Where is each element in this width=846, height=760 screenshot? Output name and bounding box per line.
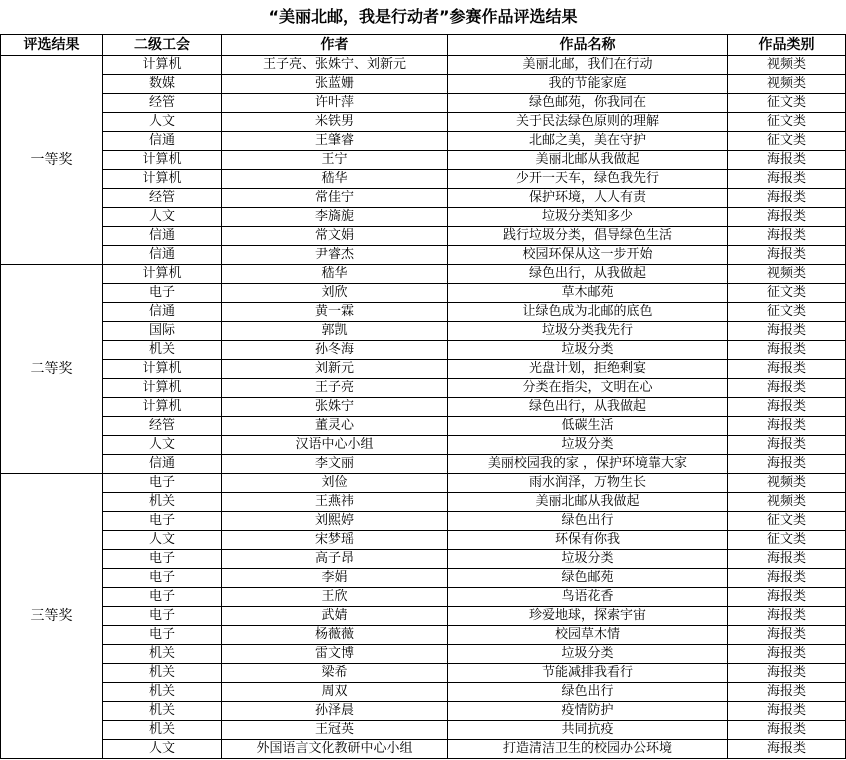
work-title-cell: 美丽校园我的家 ，保护环境靠大家 <box>448 455 728 474</box>
work-title-cell: 美丽北邮，我们在行动 <box>448 56 728 75</box>
work-title-cell: 分类在指尖，文明在心 <box>448 379 728 398</box>
author-cell: 李文丽 <box>222 455 448 474</box>
header-category: 作品类别 <box>728 35 846 56</box>
table-row <box>1 417 846 436</box>
category-cell: 海报类 <box>728 588 846 607</box>
author-cell: 宋梦瑶 <box>222 531 448 550</box>
table-row <box>1 170 846 189</box>
table-row <box>1 246 846 265</box>
work-title-cell: 绿色出行 <box>448 683 728 702</box>
union-cell: 电子 <box>103 512 222 531</box>
work-title-cell: 北邮之美，美在守护 <box>448 132 728 151</box>
work-title-cell: 鸟语花香 <box>448 588 728 607</box>
union-cell: 计算机 <box>103 56 222 75</box>
union-cell: 计算机 <box>103 360 222 379</box>
work-title-cell: 打造清洁卫生的校园办公环境 <box>448 740 728 759</box>
table-row <box>1 512 846 531</box>
table-row <box>1 94 846 113</box>
work-title-cell: 让绿色成为北邮的底色 <box>448 303 728 322</box>
table-row <box>1 664 846 683</box>
category-cell: 海报类 <box>728 246 846 265</box>
category-cell: 海报类 <box>728 721 846 740</box>
category-cell: 征文类 <box>728 113 846 132</box>
header-author: 作者 <box>222 35 448 56</box>
category-cell: 海报类 <box>728 151 846 170</box>
union-cell: 机关 <box>103 683 222 702</box>
author-cell: 米铁男 <box>222 113 448 132</box>
author-cell: 外国语言文化教研中心小组 <box>222 740 448 759</box>
table-row <box>1 360 846 379</box>
union-cell: 计算机 <box>103 170 222 189</box>
table-row <box>1 683 846 702</box>
author-cell: 王子亮、张姝宁、刘新元 <box>222 56 448 75</box>
category-cell: 海报类 <box>728 189 846 208</box>
category-cell: 视频类 <box>728 75 846 94</box>
table-row <box>1 189 846 208</box>
category-cell: 海报类 <box>728 170 846 189</box>
union-cell: 机关 <box>103 493 222 512</box>
table-row <box>1 550 846 569</box>
category-cell: 海报类 <box>728 227 846 246</box>
table-row <box>1 702 846 721</box>
table-row <box>1 75 846 94</box>
union-cell: 计算机 <box>103 151 222 170</box>
work-title-cell: 垃圾分类我先行 <box>448 322 728 341</box>
work-title-cell: 绿色出行 <box>448 512 728 531</box>
author-cell: 常佳宁 <box>222 189 448 208</box>
author-cell: 武婧 <box>222 607 448 626</box>
table-row <box>1 569 846 588</box>
author-cell: 许叶萍 <box>222 94 448 113</box>
work-title-cell: 雨水润泽，万物生长 <box>448 474 728 493</box>
union-cell: 机关 <box>103 341 222 360</box>
work-title-cell: 共同抗疫 <box>448 721 728 740</box>
table-row <box>1 398 846 417</box>
union-cell: 经管 <box>103 94 222 113</box>
prize-cell: 二等奖 <box>1 265 103 474</box>
table-row <box>1 113 846 132</box>
union-cell: 电子 <box>103 284 222 303</box>
category-cell: 海报类 <box>728 702 846 721</box>
author-cell: 王肇睿 <box>222 132 448 151</box>
union-cell: 数媒 <box>103 75 222 94</box>
work-title-cell: 绿色邮苑，你我同在 <box>448 94 728 113</box>
table-row <box>1 322 846 341</box>
table-row <box>1 303 846 322</box>
category-cell: 海报类 <box>728 455 846 474</box>
work-title-cell: 美丽北邮从我做起 <box>448 151 728 170</box>
author-cell: 王欣 <box>222 588 448 607</box>
author-cell: 梁希 <box>222 664 448 683</box>
author-cell: 刘欣 <box>222 284 448 303</box>
category-cell: 征文类 <box>728 132 846 151</box>
author-cell: 董灵心 <box>222 417 448 436</box>
author-cell: 王燕祎 <box>222 493 448 512</box>
category-cell: 征文类 <box>728 94 846 113</box>
category-cell: 海报类 <box>728 607 846 626</box>
author-cell: 汉语中心小组 <box>222 436 448 455</box>
work-title-cell: 节能减排我看行 <box>448 664 728 683</box>
work-title-cell: 保护环境，人人有责 <box>448 189 728 208</box>
header-work-title: 作品名称 <box>448 35 728 56</box>
union-cell: 机关 <box>103 702 222 721</box>
category-cell: 海报类 <box>728 740 846 759</box>
category-cell: 海报类 <box>728 208 846 227</box>
author-cell: 刘熙婷 <box>222 512 448 531</box>
work-title-cell: 光盘计划，拒绝剩宴 <box>448 360 728 379</box>
results-body <box>1 56 846 759</box>
work-title-cell: 疫情防护 <box>448 702 728 721</box>
table-row <box>1 721 846 740</box>
table-row <box>1 208 846 227</box>
work-title-cell: 美丽北邮从我做起 <box>448 493 728 512</box>
table-row <box>1 645 846 664</box>
union-cell: 电子 <box>103 474 222 493</box>
category-cell: 海报类 <box>728 417 846 436</box>
union-cell: 电子 <box>103 569 222 588</box>
category-cell: 视频类 <box>728 56 846 75</box>
category-cell: 海报类 <box>728 550 846 569</box>
union-cell: 机关 <box>103 664 222 683</box>
union-cell: 经管 <box>103 189 222 208</box>
union-cell: 信通 <box>103 227 222 246</box>
author-cell: 张蓝姗 <box>222 75 448 94</box>
work-title-cell: 垃圾分类 <box>448 550 728 569</box>
author-cell: 刘俭 <box>222 474 448 493</box>
author-cell: 王子亮 <box>222 379 448 398</box>
work-title-cell: 绿色出行，从我做起 <box>448 398 728 417</box>
union-cell: 电子 <box>103 588 222 607</box>
author-cell: 王冠英 <box>222 721 448 740</box>
category-cell: 征文类 <box>728 284 846 303</box>
table-row <box>1 607 846 626</box>
work-title-cell: 珍爱地球，探索宇宙 <box>448 607 728 626</box>
category-cell: 视频类 <box>728 474 846 493</box>
union-cell: 计算机 <box>103 265 222 284</box>
table-row <box>1 341 846 360</box>
category-cell: 海报类 <box>728 341 846 360</box>
results-table <box>0 34 846 759</box>
work-title-cell: 草木邮苑 <box>448 284 728 303</box>
category-cell: 征文类 <box>728 531 846 550</box>
category-cell: 海报类 <box>728 626 846 645</box>
category-cell: 海报类 <box>728 398 846 417</box>
prize-cell: 三等奖 <box>1 474 103 759</box>
work-title-cell: 校园环保从这一步开始 <box>448 246 728 265</box>
category-cell: 海报类 <box>728 322 846 341</box>
work-title-cell: 践行垃圾分类，倡导绿色生活 <box>448 227 728 246</box>
table-row <box>1 436 846 455</box>
category-cell: 视频类 <box>728 265 846 284</box>
union-cell: 人文 <box>103 436 222 455</box>
header-row <box>1 35 846 56</box>
table-row <box>1 132 846 151</box>
table-row <box>1 474 846 493</box>
table-row <box>1 740 846 759</box>
work-title-cell: 低碳生活 <box>448 417 728 436</box>
author-cell: 高子昂 <box>222 550 448 569</box>
category-cell: 海报类 <box>728 683 846 702</box>
author-cell: 黄一霖 <box>222 303 448 322</box>
prize-cell: 一等奖 <box>1 56 103 265</box>
category-cell: 征文类 <box>728 303 846 322</box>
author-cell: 杨薇薇 <box>222 626 448 645</box>
author-cell: 嵇华 <box>222 170 448 189</box>
union-cell: 人文 <box>103 740 222 759</box>
union-cell: 计算机 <box>103 398 222 417</box>
table-row <box>1 151 846 170</box>
work-title-cell: 少开一天车，绿色我先行 <box>448 170 728 189</box>
union-cell: 信通 <box>103 455 222 474</box>
author-cell: 李旖旎 <box>222 208 448 227</box>
table-row <box>1 227 846 246</box>
author-cell: 嵇华 <box>222 265 448 284</box>
union-cell: 信通 <box>103 246 222 265</box>
author-cell: 周双 <box>222 683 448 702</box>
author-cell: 孙泽晨 <box>222 702 448 721</box>
author-cell: 张姝宁 <box>222 398 448 417</box>
work-title-cell: 绿色出行，从我做起 <box>448 265 728 284</box>
author-cell: 雷文博 <box>222 645 448 664</box>
union-cell: 经管 <box>103 417 222 436</box>
union-cell: 国际 <box>103 322 222 341</box>
union-cell: 电子 <box>103 550 222 569</box>
category-cell: 征文类 <box>728 512 846 531</box>
author-cell: 尹睿杰 <box>222 246 448 265</box>
category-cell: 视频类 <box>728 493 846 512</box>
union-cell: 人文 <box>103 531 222 550</box>
union-cell: 信通 <box>103 132 222 151</box>
author-cell: 王宁 <box>222 151 448 170</box>
author-cell: 刘新元 <box>222 360 448 379</box>
author-cell: 孙冬海 <box>222 341 448 360</box>
union-cell: 人文 <box>103 113 222 132</box>
table-row <box>1 455 846 474</box>
work-title-cell: 垃圾分类 <box>448 436 728 455</box>
work-title-cell: 关于民法绿色原则的理解 <box>448 113 728 132</box>
table-row <box>1 626 846 645</box>
table-row <box>1 265 846 284</box>
author-cell: 常文娟 <box>222 227 448 246</box>
header-prize: 评选结果 <box>1 35 103 56</box>
union-cell: 计算机 <box>103 379 222 398</box>
work-title-cell: 绿色邮苑 <box>448 569 728 588</box>
category-cell: 海报类 <box>728 664 846 683</box>
union-cell: 信通 <box>103 303 222 322</box>
header-union: 二级工会 <box>103 35 222 56</box>
author-cell: 郭凯 <box>222 322 448 341</box>
table-row <box>1 379 846 398</box>
work-title-cell: 垃圾分类 <box>448 341 728 360</box>
union-cell: 电子 <box>103 626 222 645</box>
work-title-cell: 我的节能家庭 <box>448 75 728 94</box>
union-cell: 机关 <box>103 645 222 664</box>
table-row <box>1 531 846 550</box>
category-cell: 海报类 <box>728 436 846 455</box>
category-cell: 海报类 <box>728 360 846 379</box>
category-cell: 海报类 <box>728 645 846 664</box>
page-title: “美丽北邮，我是行动者”参赛作品评选结果 <box>268 7 578 26</box>
author-cell: 李娟 <box>222 569 448 588</box>
work-title-cell: 校园草木情 <box>448 626 728 645</box>
table-row <box>1 588 846 607</box>
table-row <box>1 284 846 303</box>
category-cell: 海报类 <box>728 379 846 398</box>
union-cell: 人文 <box>103 208 222 227</box>
work-title-cell: 垃圾分类知多少 <box>448 208 728 227</box>
work-title-cell: 垃圾分类 <box>448 645 728 664</box>
category-cell: 海报类 <box>728 569 846 588</box>
union-cell: 电子 <box>103 607 222 626</box>
union-cell: 机关 <box>103 721 222 740</box>
table-row <box>1 56 846 75</box>
table-row <box>1 493 846 512</box>
work-title-cell: 环保有你我 <box>448 531 728 550</box>
